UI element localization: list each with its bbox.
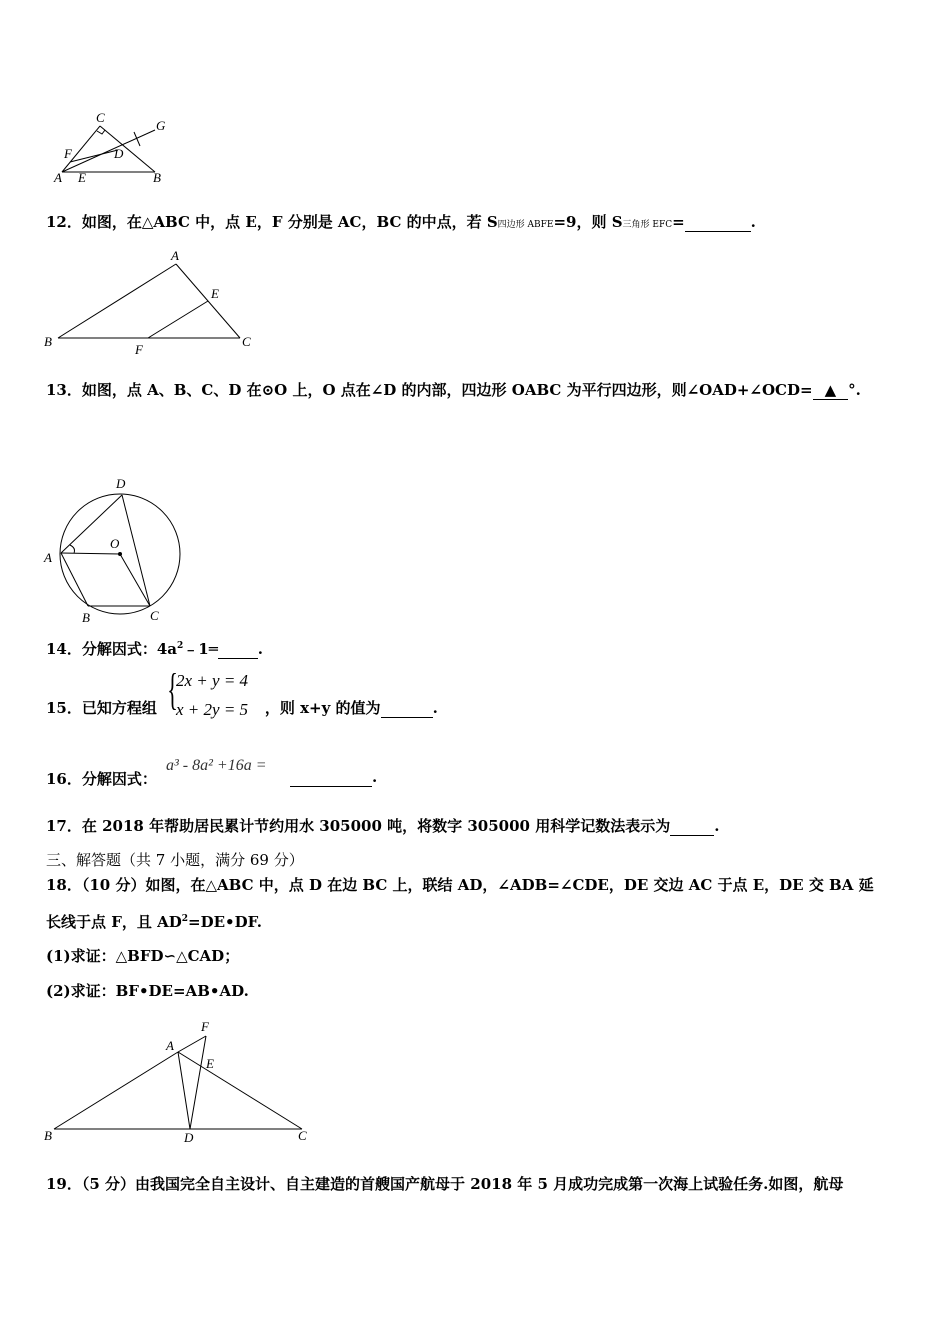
label-d: D — [114, 146, 124, 161]
answer-blank[interactable] — [381, 699, 433, 718]
label-a: A — [54, 170, 62, 185]
angle-arc — [70, 545, 75, 553]
question-16: 16．分解因式： — [46, 770, 157, 788]
seg-af — [178, 1036, 206, 1052]
seg-fe — [148, 301, 208, 338]
q16-answer: . — [290, 768, 377, 787]
seg-df — [190, 1036, 206, 1129]
figure-q11 — [50, 112, 180, 188]
label-b: B — [153, 170, 161, 185]
seg-dc — [122, 495, 150, 606]
question-18-line-1: 18．（10 分）如图，在△ABC 中，点 D 在边 BC 上，联结 AD，∠ADB=∠CDE，DE 交边 AC 于点 E，DE 交 BA 延 — [46, 876, 874, 894]
answer-blank[interactable] — [670, 817, 714, 836]
label-c: C — [298, 1128, 307, 1143]
label-c: C — [242, 334, 251, 349]
center-dot — [118, 552, 122, 556]
seg-fd — [70, 150, 118, 162]
answer-blank[interactable] — [685, 213, 751, 232]
figure-q18 — [40, 1016, 320, 1148]
equation-1: 2x + y = 4 — [176, 671, 249, 690]
label-b: B — [82, 610, 90, 625]
seg-cb — [100, 126, 155, 172]
seg-oc — [120, 554, 150, 606]
system-brace: { — [167, 665, 178, 714]
question-17: 17．在 2018 年帮助居民累计节约用水 305000 吨，将数字 305000 用科学记数法表示为 . — [46, 817, 720, 835]
q16-expression: a³ - 8a² +16a = — [166, 757, 267, 774]
label-c: C — [150, 608, 159, 623]
label-e: E — [78, 170, 86, 185]
label-a: A — [166, 1038, 174, 1053]
answer-blank[interactable] — [218, 640, 258, 659]
label-d: D — [184, 1130, 194, 1145]
label-f: F — [64, 146, 72, 161]
label-c: C — [96, 112, 105, 125]
question-12: 12．如图，在△ABC 中，点 E，F 分别是 AC，BC 的中点，若 S四边形 ABFE=9，则 S三角形 EFC= . — [46, 213, 756, 231]
seg-ab — [61, 553, 88, 606]
seg-ad — [178, 1052, 190, 1129]
question-18-part-1: (1)求证：△BFD∽△CAD； — [46, 947, 240, 965]
label-a: A — [171, 248, 179, 263]
question-13: 13．如图，点 A、B、C、D 在⊙O 上，O 点在∠D 的内部，四边形 OABC 为平行四边形，则∠OAD+∠OCD= ▲ °. — [46, 381, 861, 399]
label-d: D — [116, 476, 126, 491]
figure-q12 — [40, 246, 270, 358]
question-18-part-2: (2)求证：BF•DE=AB•AD. — [46, 982, 249, 1000]
question-19: 19．（5 分）由我国完全自主设计、自主建造的首艘国产航母于 2018 年 5 月成功完成第一次海上试验任务.如图，航母 — [46, 1175, 844, 1193]
label-o: O — [110, 536, 120, 551]
section-heading: 三、解答题（共 7 小题，满分 69 分） — [46, 851, 304, 869]
label-e: E — [206, 1056, 214, 1071]
seg-ba — [58, 264, 176, 338]
question-15: 15．已知方程组 ，则 x+y 的值为 . — [46, 699, 438, 717]
label-b: B — [44, 334, 52, 349]
label-f: F — [201, 1019, 209, 1034]
answer-blank[interactable] — [290, 768, 372, 787]
right-angle-mark — [97, 130, 105, 134]
label-g: G — [156, 118, 166, 133]
label-b: B — [44, 1128, 52, 1143]
answer-blank[interactable]: ▲ — [813, 381, 849, 400]
label-e: E — [211, 286, 219, 301]
label-a: A — [44, 550, 52, 565]
seg-ba — [54, 1052, 178, 1129]
seg-ao — [61, 553, 120, 554]
question-18-line-2: 长线于点 F，且 $AD^2=DE•DF$. — [46, 913, 262, 931]
label-f: F — [135, 342, 143, 357]
question-14: 14．分解因式：$4a^2﹣1═$ . — [46, 640, 263, 658]
equation-2: x + 2y = 5 — [176, 700, 249, 719]
figure-q13 — [40, 474, 190, 626]
bisector-ag — [62, 130, 155, 172]
